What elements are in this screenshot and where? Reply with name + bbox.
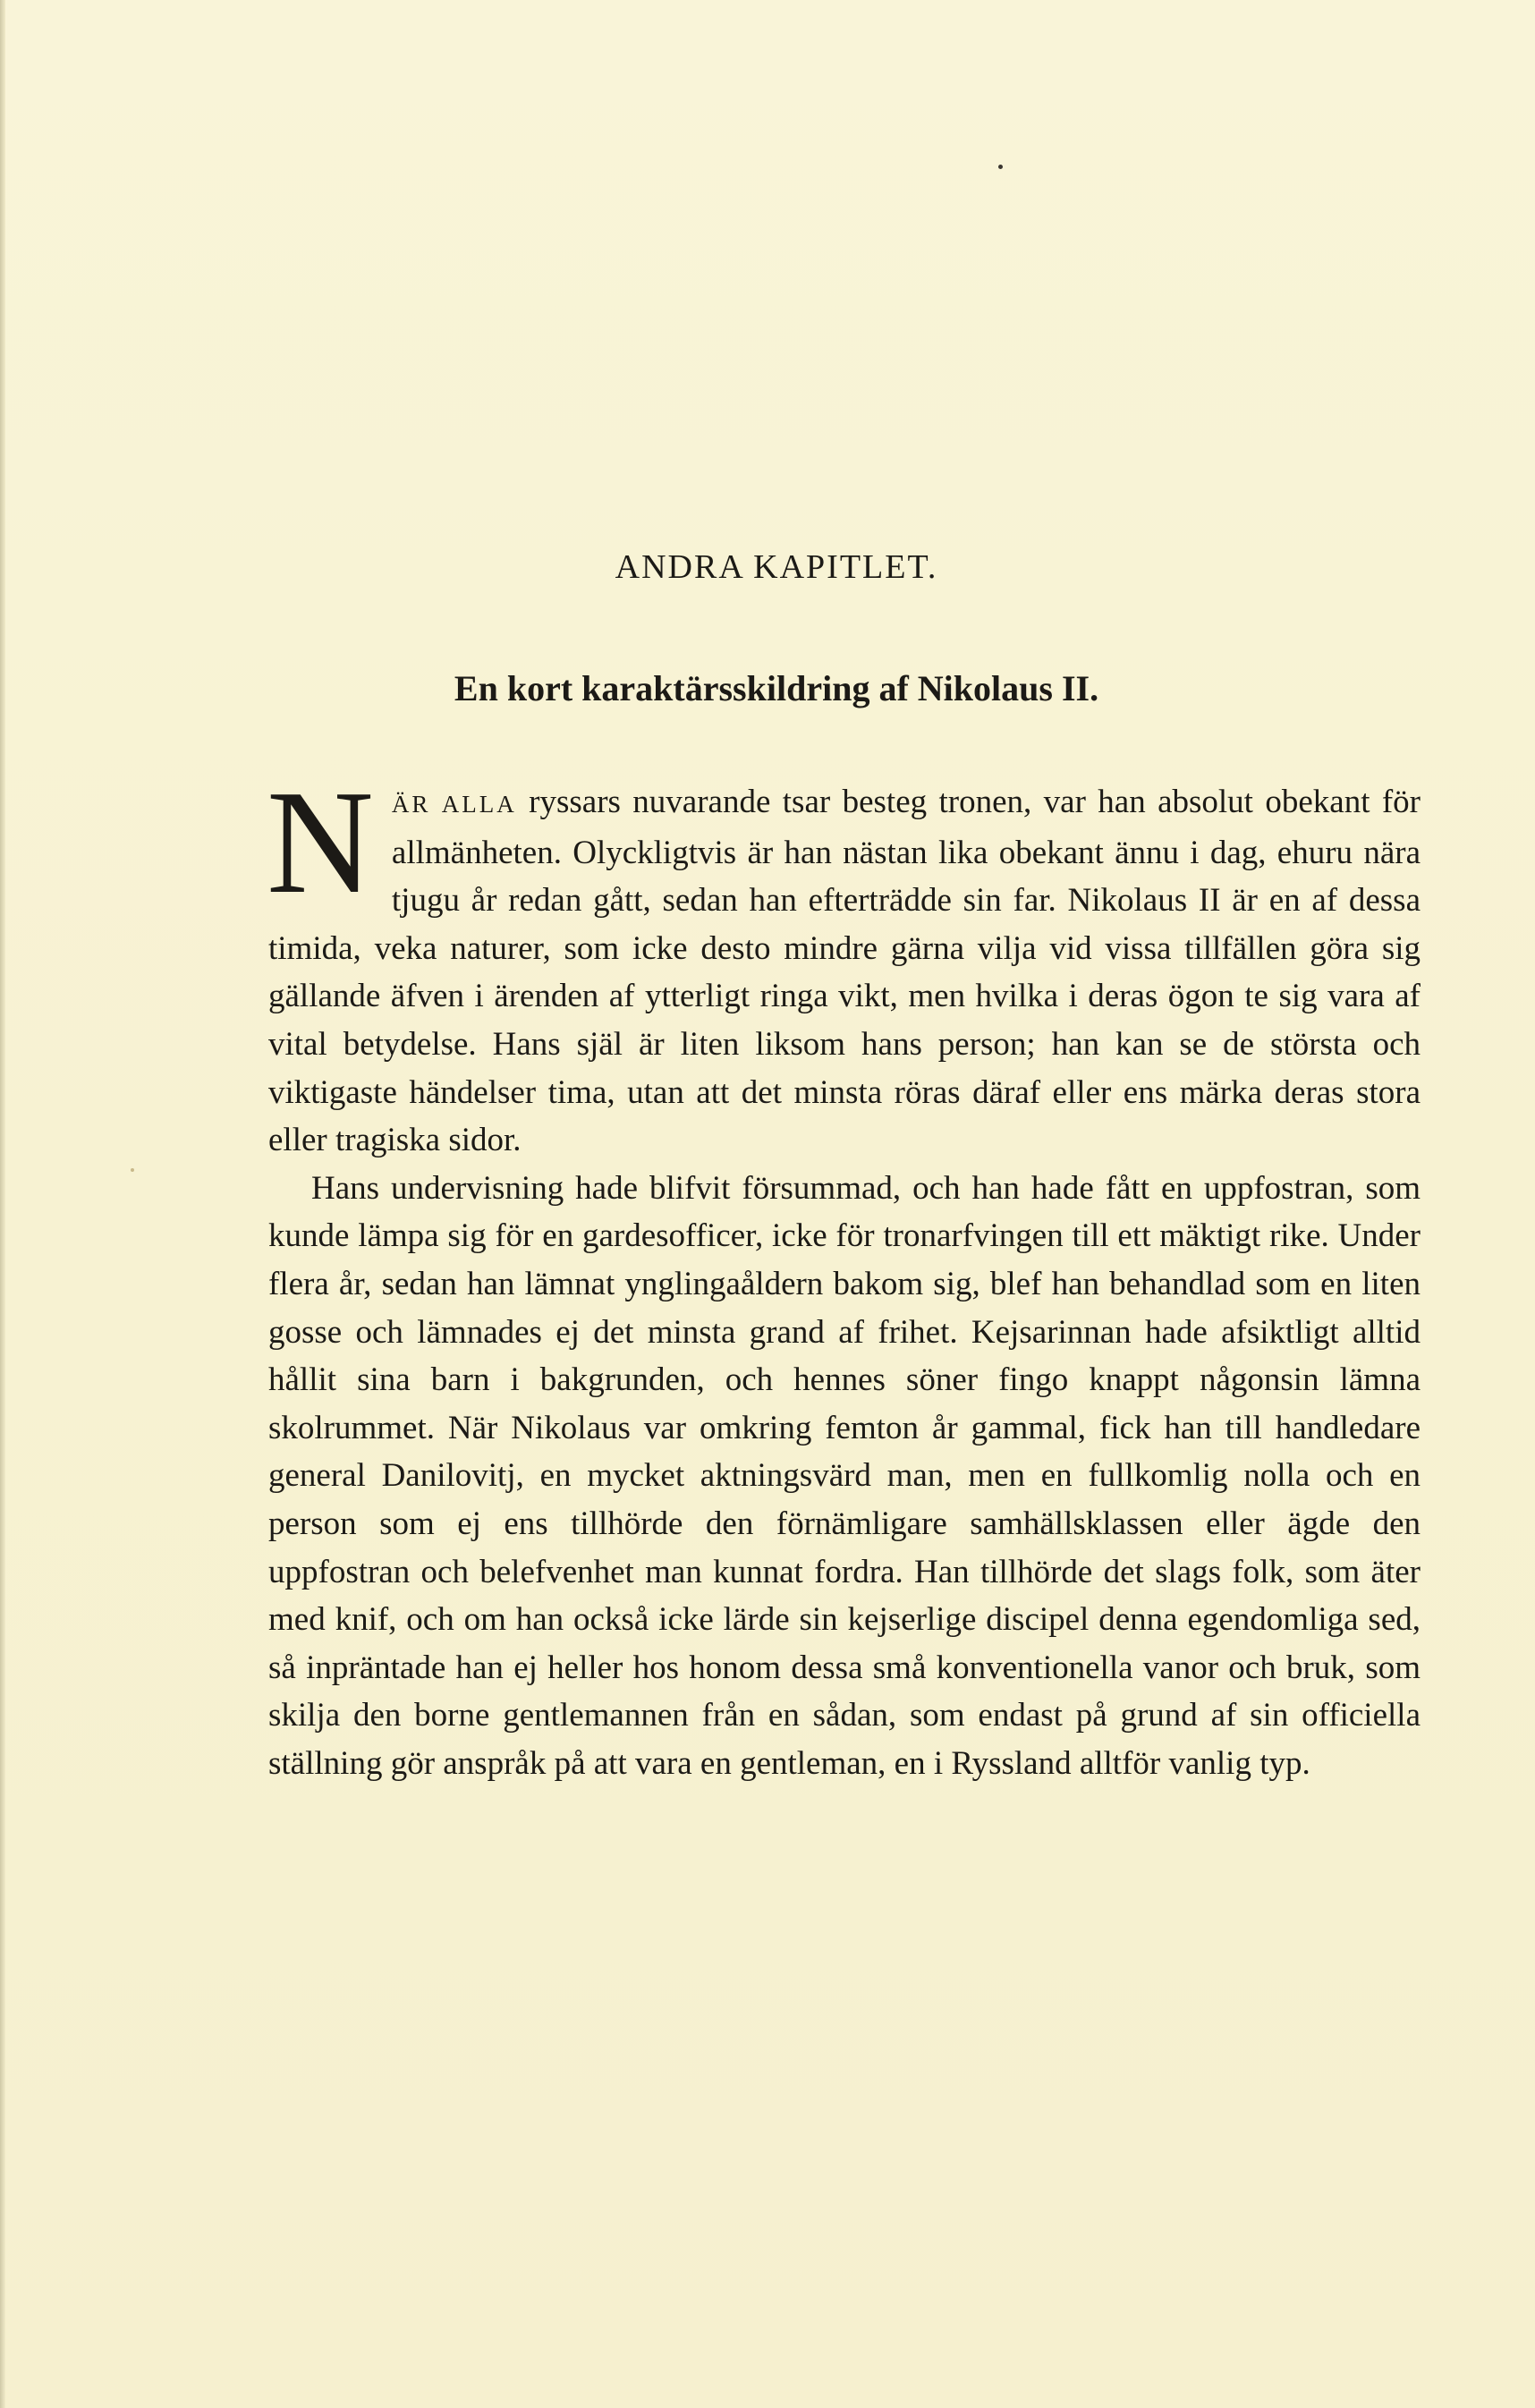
lead-smallcaps: ÄR ALLA <box>391 791 517 818</box>
paragraph-1-text: ryssars nuvarande tsar besteg tronen, var han absolut obekant för allmänheten. Olyckligtvis är han nästan lika obekant ännu i dag, ehuru nära tjugu år redan gått, sedan han efterträdde sin far. Nikolaus II är en af dessa timida, veka naturer, som icke desto mindre gärna vilja vid vissa tillfällen göra sig gällande äfven i ärenden af ytterligt ringa vikt, men hvilka i deras ögon te sig vara af vital betydelse. Hans själ är liten liksom hans person; han kan se de största och viktigaste händelser tima, utan att det minsta röras däraf eller ens märka deras stora eller tragiska sidor. <box>268 784 1421 1159</box>
chapter-title: En kort karaktärsskildring af Nikolaus II. <box>454 668 1099 708</box>
ink-speck <box>998 165 1003 169</box>
drop-cap: N <box>267 759 374 924</box>
chapter-heading: ANDRA KAPITLET. <box>615 548 938 586</box>
body-text <box>267 759 1421 1787</box>
page-edge <box>0 0 5 2408</box>
paragraph-2: Hans undervisning hade blifvit försummad, och han hade fått en uppfostran, som kunde lämpa sig för en gardesofficer, icke för tronarfvingen till ett mäktigt rike. Under flera år, sedan han lämnat ynglingaåldern bakom sig, blef han behandlad som en liten gosse och lämnades ej det minsta grand af frihet. Kejsarinnan hade afsiktligt alltid hållit sina barn i bakgrunden, och hennes söner fingo knappt någonsin lämna skolrummet. När Nikolaus var omkring femton år gammal, fick han till handledare general Danilovitj, en mycket aktningsvärd man, men en fullkomlig nolla och en person som ej ens tillhörde den förnämligare samhällsklassen eller ägde den uppfostran och belefvenhet man kunnat fordra. Han tillhörde det slags folk, som äter med knif, och om han också icke lärde sin kejserlige discipel denna egendomliga sed, så inpräntade han ej heller hos honom dessa små konventionella vanor och bruk, som skilja den borne gentlemannen från en sådan, som endast på grund af sin officiella ställning gör anspråk på att vara en gentleman, en i Ryssland alltför vanlig typ. <box>268 1169 1421 1782</box>
paper-speck <box>131 1168 134 1172</box>
paragraph-1 <box>267 759 1421 1165</box>
